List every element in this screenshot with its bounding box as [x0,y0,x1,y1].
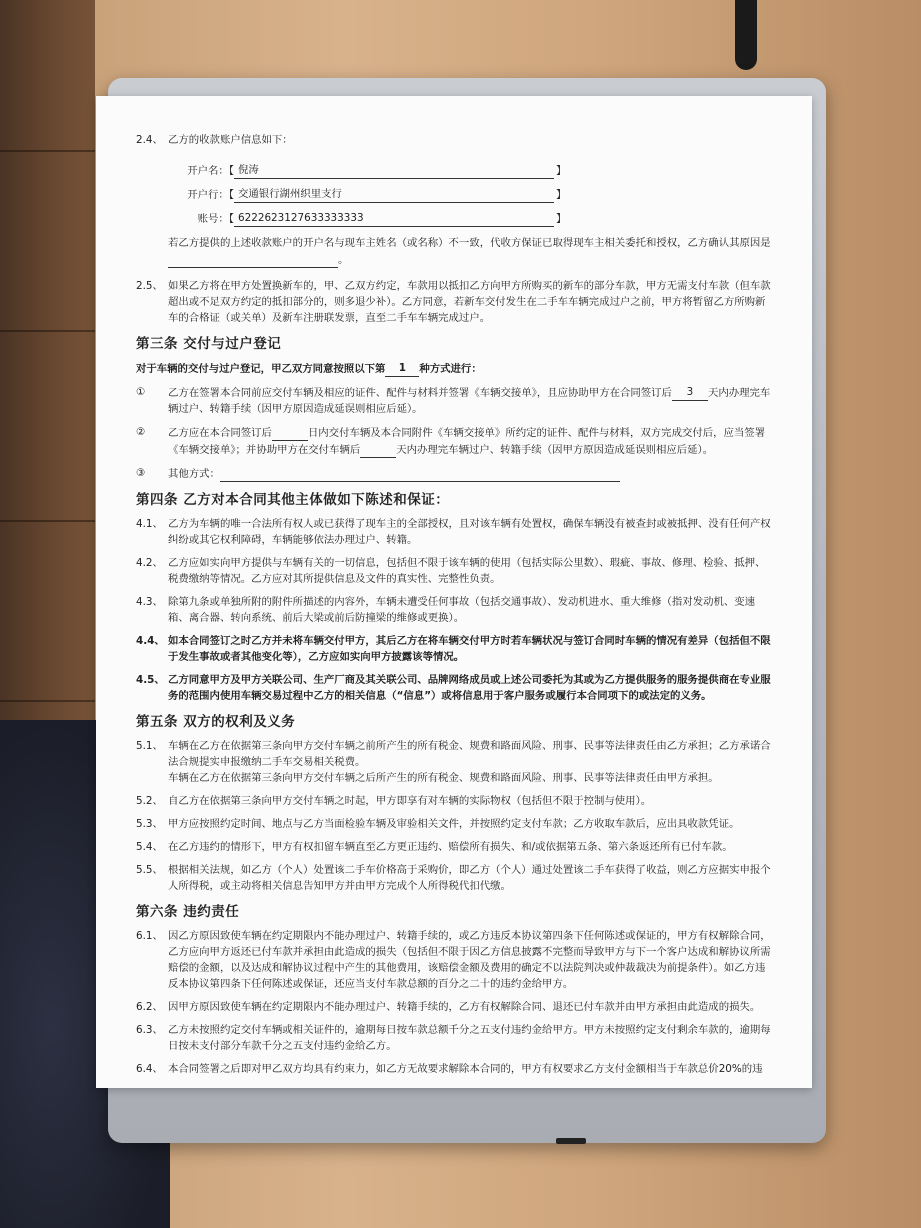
clause-4-5 [136,672,772,704]
article-3-heading: 第三条 交付与过户登记 [136,336,282,352]
clause-text: 因乙方原因致使车辆在约定期限内不能办理过户、转籍手续的，或乙方违反本协议第四条下任何陈述或保证的，甲方有权解除合同，乙方应向甲方返还已付车款并承担由此造成的损失（包括但不限于因乙方信息披露不完整而导致甲方与下一个客户达成和解协议所需赔偿的金额，以及达成和解协议过程中产生的其他费用，该赔偿金额及费用的确定不以法院判决或仲裁裁决为前提条件）。如乙方违反本协议第四条下任何陈述或保证，还应当支付车款总额的百分之二十的违约金给甲方。 [168,930,771,990]
account-note [136,235,772,268]
clause-6-3 [136,1022,772,1054]
clause-text: 如果乙方将在甲方处置换新车的，甲、乙双方约定，车款用以抵扣乙方向甲方所购买的新车的部分车款，甲方无需支付车款（但车款超出或不足双方约定的抵扣部分的，则多退少补）。乙方同意，若新车交付发生在二手车车辆完成过户之前，甲方将暂留乙方所购新车的合格证（或关单）及新车注册联发票，直至二手车车辆完成过户。 [168,280,771,324]
clause-text: 根据相关法规，如乙方（个人）处置该二手车价格高于采购价，即乙方（个人）通过处置该二手车获得了收益，则乙方应据实申报个人所得税，或主动将相关信息告知甲方并由甲方完成个人所得税代扣代缴。 [168,864,771,892]
field-label: 开户名：【 [187,165,234,177]
note-end: 。 [338,254,349,266]
clause-text-2: 车辆在乙方在依据第三条向甲方交付车辆之后所产生的所有税金、规费和路面风险、刑事、民事等法律责任由甲方承担。 [168,772,719,784]
clause-text: 乙方同意甲方及甲方关联公司、生产厂商及其关联公司、品牌网络成员或上述公司委托为其或为乙方提供服务的服务提供商在专业服务的范围内使用车辆交易过程中乙方的相关信息（“信息”）或将信息用于客户服务或履行本合同项下的或法定的义务。 [168,674,771,702]
field-value: 倪涛 [234,162,554,179]
clause-4-2 [136,555,772,587]
days-blank: 3 [672,384,708,401]
clause-number: 5.2、 [136,795,163,807]
bracket: 】 [556,165,567,177]
clause-text: 车辆在乙方在依据第三条向甲方交付车辆之前所产生的所有税金、规费和路面风险、刑事、民事等法律责任由乙方承担；乙方承诺合法合规提实申报缴纳二手车交易相关税费。 [168,740,771,768]
account-name-row [164,155,772,179]
note-text: 若乙方提供的上述收款账户的开户名与现车主姓名（或名称）不一致，代收方保证已取得现车主相关委托和授权，乙方确认其原因是 [168,237,771,249]
field-label: 账号：【 [197,213,234,225]
clause-number: 6.3、 [136,1024,163,1036]
clause-text: 如本合同签订之时乙方并未将车辆交付甲方，其后乙方在将车辆交付甲方时若车辆状况与签订合同时车辆的情况有差异（包括但不限于发生事故或者其他变化等），乙方应如实向甲方披露该等情况。 [168,635,771,663]
clause-number: 6.1、 [136,930,163,942]
clause-number: 6.2、 [136,1001,163,1013]
lead-text: 对于车辆的交付与过户登记，甲乙双方同意按照以下第 [136,363,386,375]
clause-text: 因甲方原因致使车辆在约定期限内不能办理过户、转籍手续的，乙方有权解除合同、退还已付车款并由甲方承担由此造成的损失。 [168,1001,761,1013]
option-text-end: 天内办理完车辆过户、转籍手续（因甲方原因造成延误则相应后延）。 [396,444,714,456]
clause-number: 2.5、 [136,280,163,292]
clause-number: 6.4、 [136,1063,163,1075]
clause-number: 4.3、 [136,596,163,608]
clause-6-4 [136,1061,772,1077]
option-mark: ① [136,386,146,398]
bracket: 】 [556,213,567,225]
clause-text: 乙方为车辆的唯一合法所有权人或已获得了现车主的全部授权，且对该车辆有处置权，确保车辆没有被查封或被抵押、没有任何产权纠纷或其它权利障碍，车辆能够依法办理过户、转籍。 [168,518,771,546]
clause-5-5 [136,862,772,894]
other-method-blank [220,465,620,482]
clause-number: 5.3、 [136,818,163,830]
account-number-row [164,203,772,227]
clause-6-2 [136,999,772,1015]
clause-2-4 [136,132,772,148]
clause-number: 2.4、 [136,134,163,146]
clause-5-1 [136,738,772,786]
bank-row [164,179,772,203]
clause-intro: 乙方的收款账户信息如下： [168,134,293,146]
option-text: 乙方应在本合同签订后 [168,427,272,439]
clause-4-3 [136,594,772,626]
contract-page [96,96,812,1088]
clause-6-1 [136,928,772,992]
option-mark: ③ [136,467,146,479]
clause-5-2 [136,793,772,809]
clause-5-3 [136,816,772,832]
clause-number: 4.4、 [136,635,165,647]
option-text-end: 天内办理完车辆过户、转籍手续（因甲方原因造成延误则相应后延）。 [168,387,771,415]
option-3 [136,465,772,482]
clause-text: 乙方未按照约定交付车辆或相关证件的，逾期每日按车款总额千分之五支付违约金给甲方。甲方未按照约定支付剩余车款的，逾期每日按未支付部分车款千分之五支付违约金给乙方。 [168,1024,771,1052]
option-2 [136,424,772,458]
clause-number: 5.5、 [136,864,163,876]
clause-number: 5.1、 [136,740,163,752]
clause-text: 自乙方在依据第三条向甲方交付车辆之时起，甲方即享有对车辆的实际物权（包括但不限于控制与使用）。 [168,795,652,807]
clause-4-1 [136,516,772,548]
option-text: 乙方在签署本合同前应交付车辆及相应的证件、配件与材料并签署《车辆交接单》，且应协助甲方在合同签订后 [168,387,672,399]
clause-text: 乙方应如实向甲方提供与车辆有关的一切信息，包括但不限于该车辆的使用（包括实际公里数）、瑕疵、事故、修理、检验、抵押、税费缴纳等情况。乙方应对其所提供信息及文件的真实性、完整性负责。 [168,557,766,585]
laptop-port [556,1138,586,1144]
clause-text: 本合同签署之后即对甲乙双方均具有约束力，如乙方无故要求解除本合同的，甲方有权要求乙方支付金额相当于车款总价20%的违 [168,1063,763,1075]
lead-text-end: 种方式进行： [419,363,482,375]
clause-text: 甲方应按照约定时间、地点与乙方当面检验车辆及审验相关文件，并按照约定支付车款；乙方收取车款后，应出具收款凭证。 [168,818,740,830]
clause-number: 4.1、 [136,518,163,530]
article-5-heading: 第五条 双方的权利及义务 [136,714,296,730]
option-text-mid: 日内交付车辆及本合同附件《车辆交接单》所约定的证件、配件与材料，双方完成交付后，应当签署《车辆交接单》；并协助甲方在交付车辆后 [168,427,766,456]
option-mark: ② [136,426,146,438]
option-1 [136,384,772,417]
article-6-heading: 第六条 违约责任 [136,904,240,920]
clause-text: 除第九条或单独所附的附件所描述的内容外，车辆未遭受任何事故（包括交通事故）、发动机进水、重大维修（指对发动机、变速箱、离合器、转向系统、前后大梁或前后防撞梁的维修或更换）。 [168,596,756,624]
clause-4-4 [136,633,772,665]
article-4-heading: 第四条 乙方对本合同其他主体做如下陈述和保证： [136,492,450,508]
clause-number: 4.5、 [136,674,165,686]
power-cable [735,0,757,70]
clause-number: 5.4、 [136,841,163,853]
bracket: 】 [556,189,567,201]
field-value: 交通银行湖州织里支行 [234,186,554,203]
clause-text: 在乙方违约的情形下，甲方有权扣留车辆直至乙方更正违约、赔偿所有损失、和/或依据第五条、第六条返还所有已付车款。 [168,841,733,853]
days-blank [272,424,308,441]
method-choice: 1 [385,360,419,377]
days-blank-2 [360,441,396,458]
field-label: 开户行：【 [187,189,234,201]
option-label: 其他方式： [168,468,220,480]
clause-2-5 [136,278,772,326]
clause-number: 4.2、 [136,557,163,569]
article-3-lead [136,360,772,377]
clause-5-4 [136,839,772,855]
field-value: 6222623127633333333 [234,210,554,227]
reason-blank [168,251,338,268]
